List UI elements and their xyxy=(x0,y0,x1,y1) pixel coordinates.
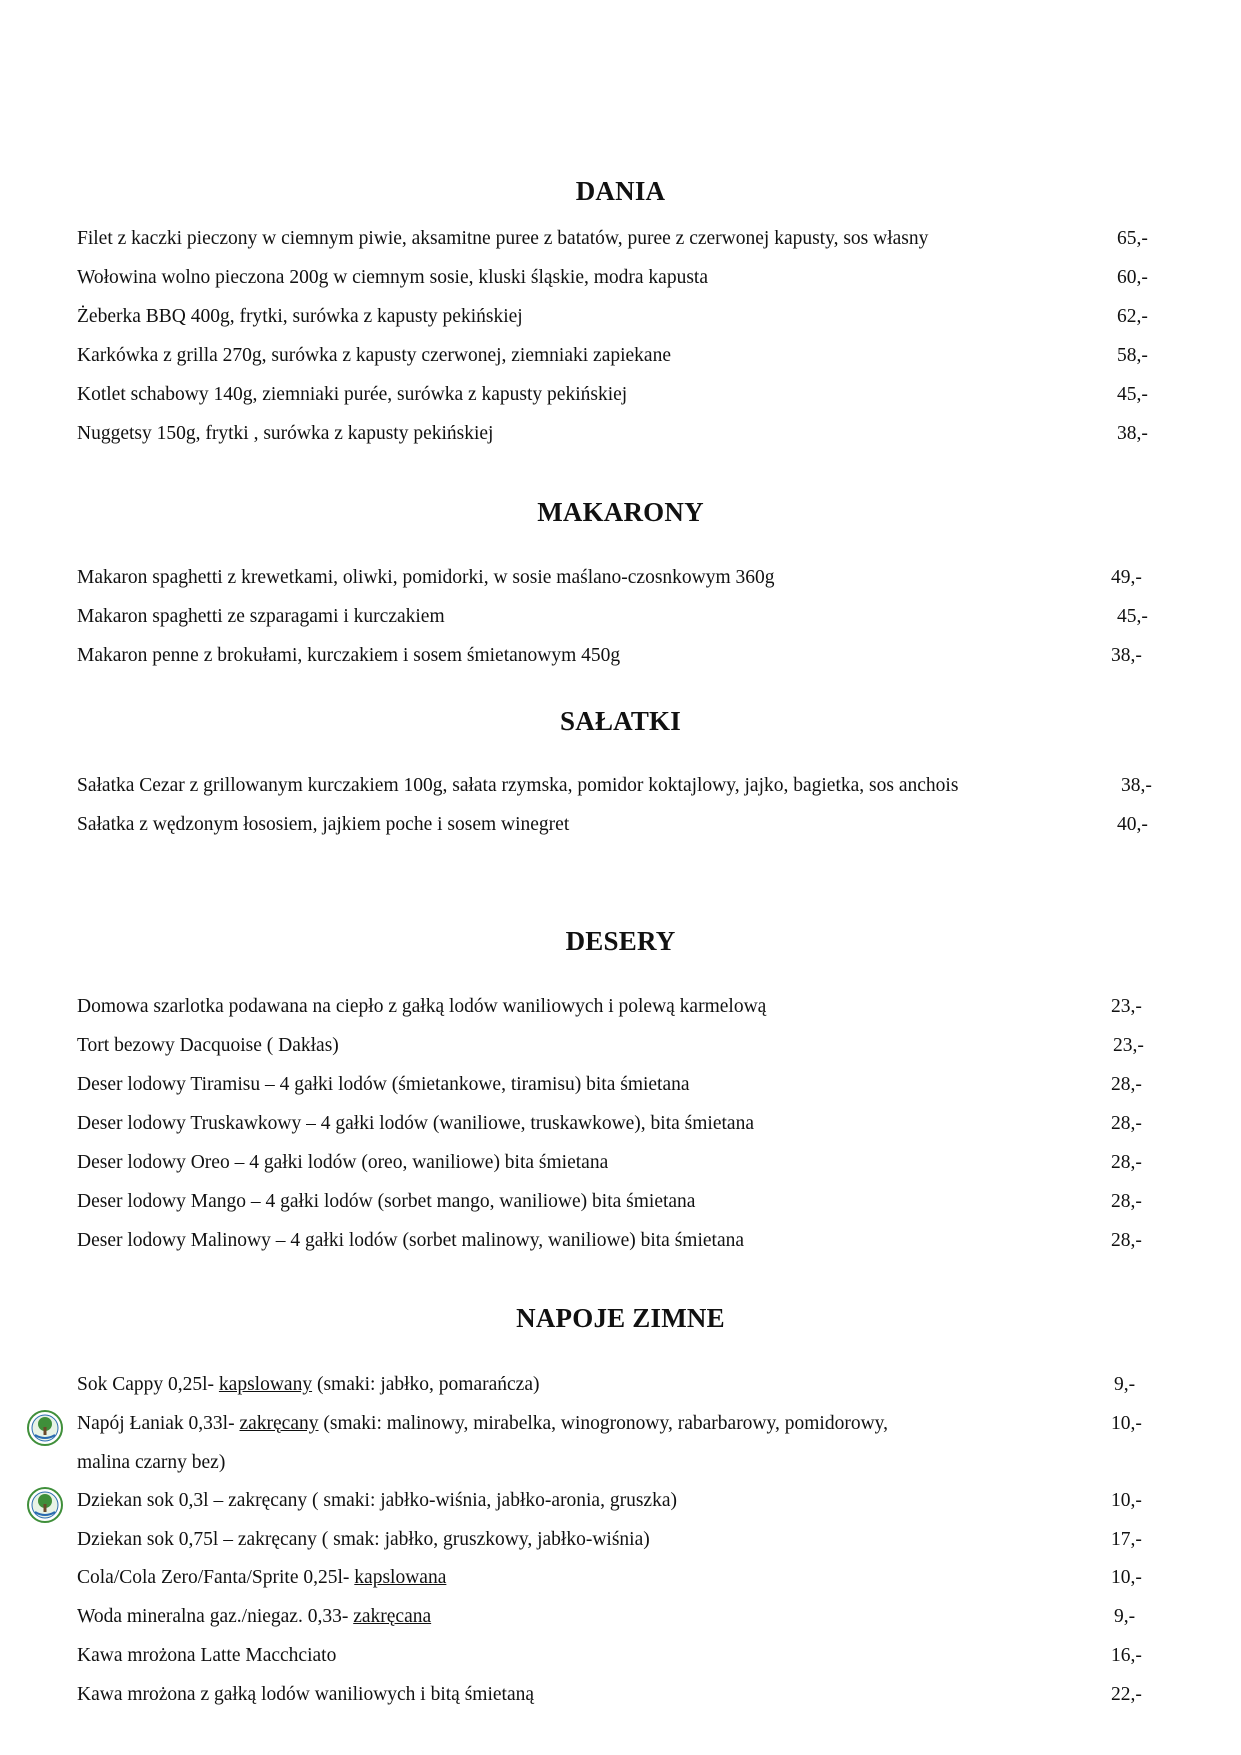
item-price: 40,- xyxy=(1117,814,1148,835)
menu-item xyxy=(77,1187,1157,1217)
item-name: Sałatka z wędzonym łososiem, jajkiem poche i sosem winegret xyxy=(77,814,570,835)
item-price: 16,- xyxy=(1111,1645,1142,1666)
menu-item xyxy=(77,1109,1157,1139)
item-price: 38,- xyxy=(1121,775,1152,796)
menu-item xyxy=(77,992,1157,1022)
item-name: Deser lodowy Tiramisu – 4 gałki lodów (śmietankowe, tiramisu) bita śmietana xyxy=(77,1074,690,1095)
item-name: Nuggetsy 150g, frytki , surówka z kapusty pekińskiej xyxy=(77,423,494,444)
item-price: 9,- xyxy=(1114,1374,1136,1395)
item-price: 22,- xyxy=(1111,1684,1142,1705)
item-price: 28,- xyxy=(1111,1230,1142,1251)
item-name: Deser lodowy Oreo – 4 gałki lodów (oreo, waniliowe) bita śmietana xyxy=(77,1152,609,1173)
item-price: 49,- xyxy=(1111,567,1142,588)
item-name: Tort bezowy Dacquoise ( Dakłas) xyxy=(77,1035,339,1056)
menu-item xyxy=(77,302,1157,332)
item-price: 10,- xyxy=(1111,1413,1142,1434)
item-price: 62,- xyxy=(1117,306,1148,327)
item-price: 10,- xyxy=(1111,1490,1142,1511)
item-price: 28,- xyxy=(1111,1113,1142,1134)
menu-item xyxy=(77,1525,1157,1555)
menu-item xyxy=(77,1226,1157,1256)
item-price: 60,- xyxy=(1117,267,1148,288)
menu-item xyxy=(77,263,1157,293)
item-name: Deser lodowy Truskawkowy – 4 gałki lodów (waniliowe, truskawkowe), bita śmietana xyxy=(77,1113,754,1134)
item-name: Woda mineralna gaz./niegaz. 0,33- zakręcana xyxy=(77,1606,432,1627)
menu-item xyxy=(77,1602,1157,1632)
section-title-salatki: SAŁATKI xyxy=(560,706,681,736)
menu-item xyxy=(77,1680,1157,1710)
menu-item xyxy=(77,602,1157,632)
menu-item xyxy=(77,563,1157,593)
menu-item xyxy=(77,380,1157,410)
item-name: Kawa mrożona Latte Macchciato xyxy=(77,1645,337,1666)
packaging-note: kapslowany xyxy=(218,1374,313,1395)
item-name: Sok Cappy 0,25l- kapslowany (smaki: jabłko, pomarańcza) xyxy=(77,1374,540,1395)
item-price: 45,- xyxy=(1117,606,1148,627)
menu-item xyxy=(77,1563,1157,1593)
item-price: 38,- xyxy=(1111,645,1142,666)
item-name: Żeberka BBQ 400g, frytki, surówka z kapusty pekińskiej xyxy=(77,306,523,327)
item-price: 10,- xyxy=(1111,1567,1142,1588)
item-name: Makaron penne z brokułami, kurczakiem i sosem śmietanowym 450g xyxy=(77,645,621,666)
item-price: 28,- xyxy=(1111,1074,1142,1095)
menu-item xyxy=(77,1031,1157,1061)
item-price: 23,- xyxy=(1113,1035,1144,1056)
menu-item xyxy=(77,341,1157,371)
item-name: Karkówka z grilla 270g, surówka z kapusty czerwonej, ziemniaki zapiekane xyxy=(77,345,671,366)
menu-item xyxy=(77,224,1157,254)
menu-item xyxy=(77,1148,1157,1178)
menu-item xyxy=(77,771,1157,801)
item-name: Makaron spaghetti z krewetkami, oliwki, pomidorki, w sosie maślano-czosnkowym 360g xyxy=(77,567,775,588)
section-title-napoje: NAPOJE ZIMNE xyxy=(516,1303,725,1333)
item-price: 65,- xyxy=(1117,228,1148,249)
packaging-note: kapslowana xyxy=(354,1567,447,1588)
menu-item xyxy=(77,1370,1157,1400)
item-name: Sałatka Cezar z grillowanym kurczakiem 100g, sałata rzymska, pomidor koktajlowy, jajko, bagietka, sos anchois xyxy=(77,775,959,796)
item-price: 9,- xyxy=(1114,1606,1136,1627)
item-name: Deser lodowy Mango – 4 gałki lodów (sorbet mango, waniliowe) bita śmietana xyxy=(77,1191,696,1212)
item-price: 28,- xyxy=(1111,1191,1142,1212)
item-price: 38,- xyxy=(1117,423,1148,444)
item-name: Domowa szarlotka podawana na ciepło z gałką lodów waniliowych i polewą karmelową xyxy=(77,996,767,1017)
menu-item xyxy=(77,810,1157,840)
menu-item xyxy=(77,1409,1157,1439)
section-title-dania: DANIA xyxy=(575,176,666,206)
item-name: Kotlet schabowy 140g, ziemniaki purée, surówka z kapusty pekińskiej xyxy=(77,384,628,405)
menu-item xyxy=(77,1641,1157,1671)
item-price: 28,- xyxy=(1111,1152,1142,1173)
item-name: Dziekan sok 0,75l – zakręcany ( smak: jabłko, gruszkowy, jabłko-wiśnia) xyxy=(77,1529,650,1550)
menu-item xyxy=(77,1070,1157,1100)
menu-item xyxy=(77,419,1157,449)
section-title-desery: DESERY xyxy=(565,926,676,956)
packaging-note: zakręcany xyxy=(239,1413,319,1434)
item-name: Cola/Cola Zero/Fanta/Sprite 0,25l- kapslowana xyxy=(77,1567,447,1588)
item-price: 58,- xyxy=(1117,345,1148,366)
item-name: Filet z kaczki pieczony w ciemnym piwie, aksamitne puree z batatów, puree z czerwonej kapusty, sos własny xyxy=(77,228,929,249)
section-title-makarony: MAKARONY xyxy=(537,497,704,527)
item-name: Napój Łaniak 0,33l- zakręcany (smaki: malinowy, mirabelka, winogronowy, rabarbarowy, pomidorowy, xyxy=(77,1413,889,1434)
item-name: Deser lodowy Malinowy – 4 gałki lodów (sorbet malinowy, waniliowe) bita śmietana xyxy=(77,1230,745,1251)
item-name: Dziekan sok 0,3l – zakręcany ( smaki: jabłko-wiśnia, jabłko-aronia, gruszka) xyxy=(77,1490,677,1511)
item-name: Makaron spaghetti ze szparagami i kurczakiem xyxy=(77,606,445,627)
item-price: 45,- xyxy=(1117,384,1148,405)
item-price: 23,- xyxy=(1111,996,1142,1017)
eco-tree-badge-icon xyxy=(27,1487,63,1523)
menu-item xyxy=(77,641,1157,671)
menu-item xyxy=(77,1486,1157,1516)
item-name-continuation: malina czarny bez) xyxy=(77,1452,226,1473)
eco-tree-badge-icon xyxy=(27,1410,63,1446)
item-price: 17,- xyxy=(1111,1529,1142,1550)
packaging-note: zakręcana xyxy=(353,1606,432,1627)
item-name: Wołowina wolno pieczona 200g w ciemnym sosie, kluski śląskie, modra kapusta xyxy=(77,267,708,288)
item-name: Kawa mrożona z gałką lodów waniliowych i bitą śmietaną xyxy=(77,1684,535,1705)
